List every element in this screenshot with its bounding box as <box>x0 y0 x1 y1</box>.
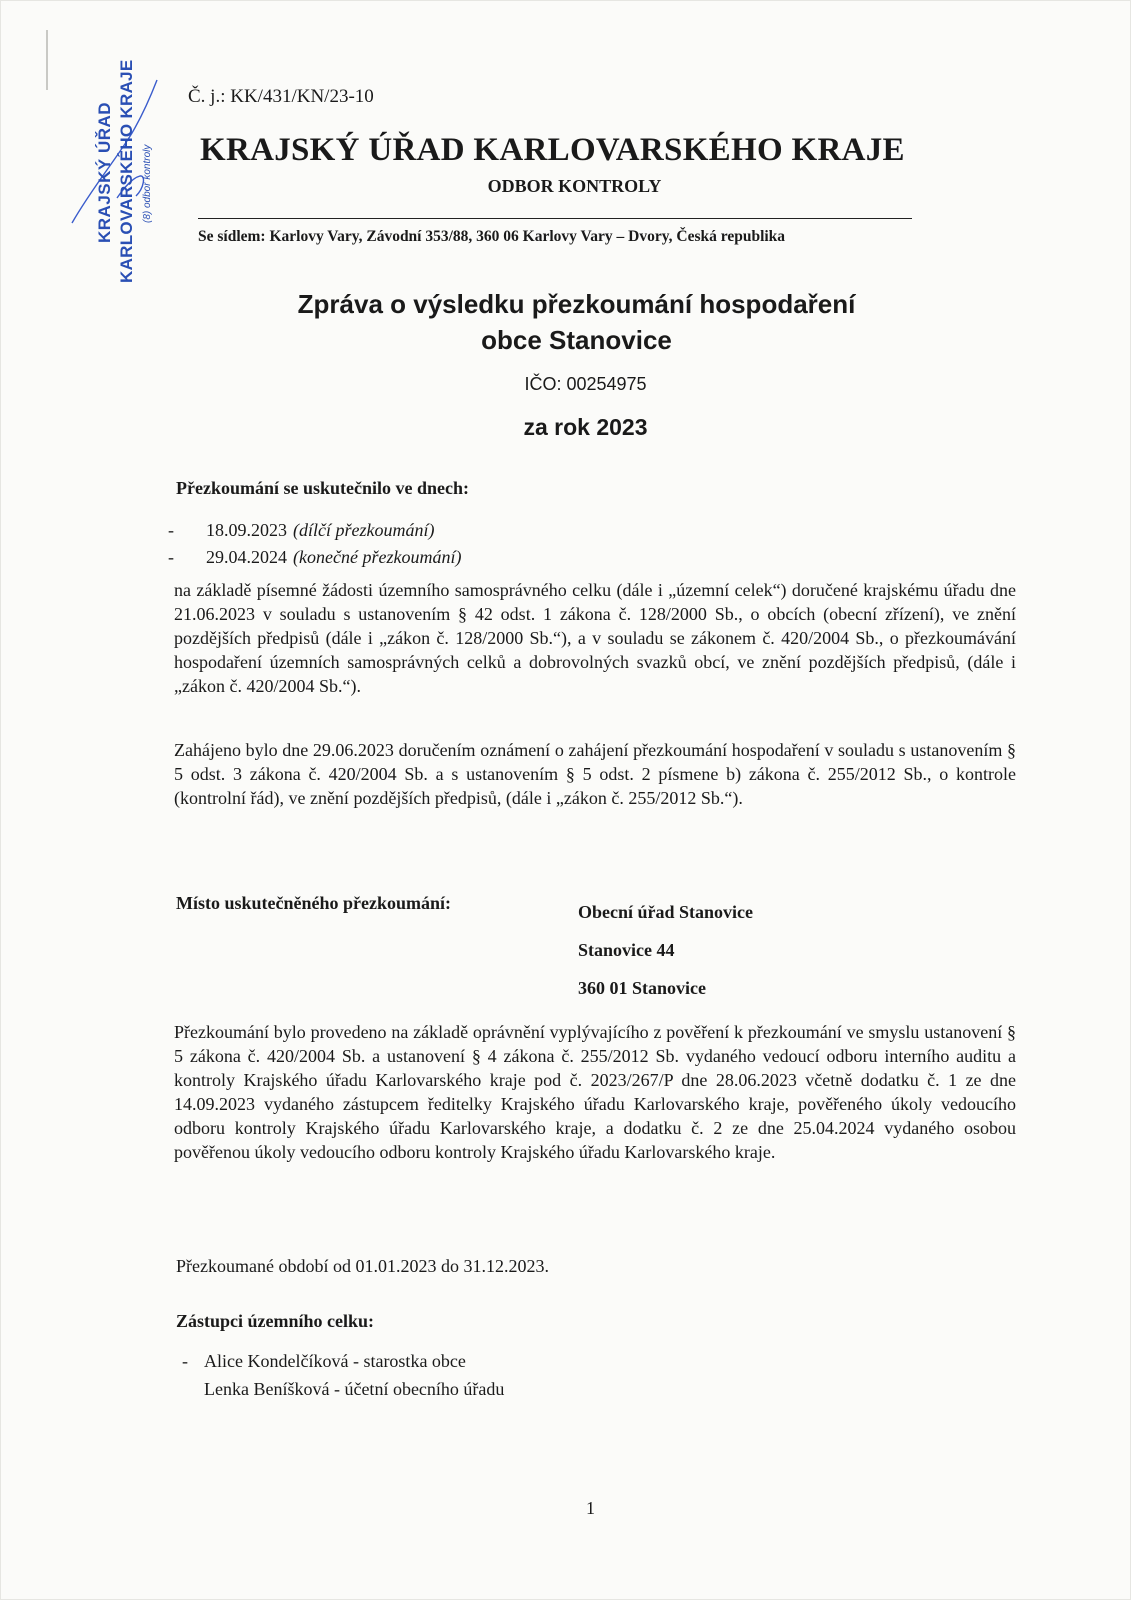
report-title-line-1: Zpráva o výsledku přezkoumání hospodaření <box>297 289 856 319</box>
stamp-line-2: KARLOVARSKÉHO KRAJE <box>117 59 136 283</box>
stamp-line-1: KRAJSKÝ ÚŘAD <box>95 101 114 243</box>
representative-item <box>182 1351 466 1372</box>
date-note: (konečné přezkoumání) <box>293 547 462 567</box>
stamp-line-3: (8) odbor kontroly <box>142 144 153 223</box>
report-year: za rok 2023 <box>523 414 648 440</box>
report-title <box>0 286 1131 358</box>
representative-item <box>182 1379 504 1400</box>
department-name: ODBOR KONTROLY <box>487 176 662 196</box>
representative-text: Alice Kondelčíková - starostka obce <box>204 1351 466 1371</box>
place-line: Stanovice 44 <box>578 940 675 960</box>
scan-margin-mark <box>46 30 48 90</box>
header-divider <box>198 218 912 219</box>
page-number: 1 <box>586 1498 595 1518</box>
date-dash: - <box>168 547 174 567</box>
paragraph-authorization: Přezkoumání bylo provedeno na základě oprávnění vyplývajícího z pověření k přezkoumání ve smyslu ustanovení § 5 zákona č. 420/2004 Sb. a ustanovení § 4 zákona č. 255/2012 Sb. vydaného vedoucí odboru interního auditu a kontroly Krajského úřadu Karlovarského kraje pod č. 2023/267/P dne 28.06.2023 včetně dodatku č. 1 ze dne 14.09.2023 vydaného zástupcem ředitelky Krajského úřadu Karlovarského kraje, pověřeného úkoly vedoucího odboru kontroly Krajského úřadu Karlovarského kraje, a dodatku č. 2 ze dne 25.04.2024 vydaného osobou pověřenou úkoly vedoucího odboru kontroly Krajského úřadu Karlovarského kraje. <box>174 1022 1016 1162</box>
place-address <box>578 893 753 1007</box>
place-line: Obecní úřad Stanovice <box>578 902 754 922</box>
report-title-line-2: obce Stanovice <box>481 325 672 355</box>
date-value: 29.04.2024 <box>206 547 287 567</box>
review-period: Přezkoumané období od 01.01.2023 do 31.12.2023. <box>176 1256 549 1276</box>
date-item <box>168 547 461 568</box>
office-stamp <box>62 38 172 288</box>
date-note: (dílčí přezkoumání) <box>293 520 435 540</box>
office-name: KRAJSKÝ ÚŘAD KARLOVARSKÉHO KRAJE <box>200 132 905 168</box>
representatives-heading: Zástupci územního celku: <box>176 1311 375 1331</box>
ico-number: IČO: 00254975 <box>524 374 647 394</box>
date-item <box>168 520 434 541</box>
paragraph-commencement: Zahájeno bylo dne 29.06.2023 doručením oznámení o zahájení přezkoumání hospodaření v souladu s ustanovením § 5 odst. 3 zákona č. 420/2004 Sb. a s ustanovením § 5 odst. 2 písmene b) zákona č. 255/2012 Sb., o kontrole (kontrolní řád), ve znění pozdějších předpisů, (dále i „zákon č. 255/2012 Sb.“). <box>174 740 1016 808</box>
date-value: 18.09.2023 <box>206 520 287 540</box>
representative-text: Lenka Beníšková - účetní obecního úřadu <box>204 1379 505 1399</box>
place-label: Místo uskutečněného přezkoumání: <box>176 893 452 913</box>
document-reference: Č. j.: KK/431/KN/23-10 <box>188 86 374 107</box>
date-dash: - <box>168 520 174 540</box>
dates-heading: Přezkoumání se uskutečnilo ve dnech: <box>176 478 470 498</box>
paragraph-request: na základě písemné žádosti územního samosprávného celku (dále i „územní celek“) doručené krajskému úřadu dne 21.06.2023 v souladu s ustanovením § 42 odst. 1 zákona č. 128/2000 Sb., o obcích (obecní zřízení), ve znění pozdějších předpisů (dále i „zákon č. 128/2000 Sb.“), a v souladu se zákonem č. 420/2004 Sb., o přezkoumávání hospodaření územních samosprávných celků a dobrovolných svazků obcí, ve znění pozdějších předpisů, (dále i „zákon č. 420/2004 Sb.“). <box>174 580 1016 696</box>
representative-dash: - <box>182 1351 188 1371</box>
office-address: Se sídlem: Karlovy Vary, Závodní 353/88, 360 06 Karlovy Vary – Dvory, Česká republika <box>198 228 786 245</box>
place-line: 360 01 Stanovice <box>578 978 706 998</box>
